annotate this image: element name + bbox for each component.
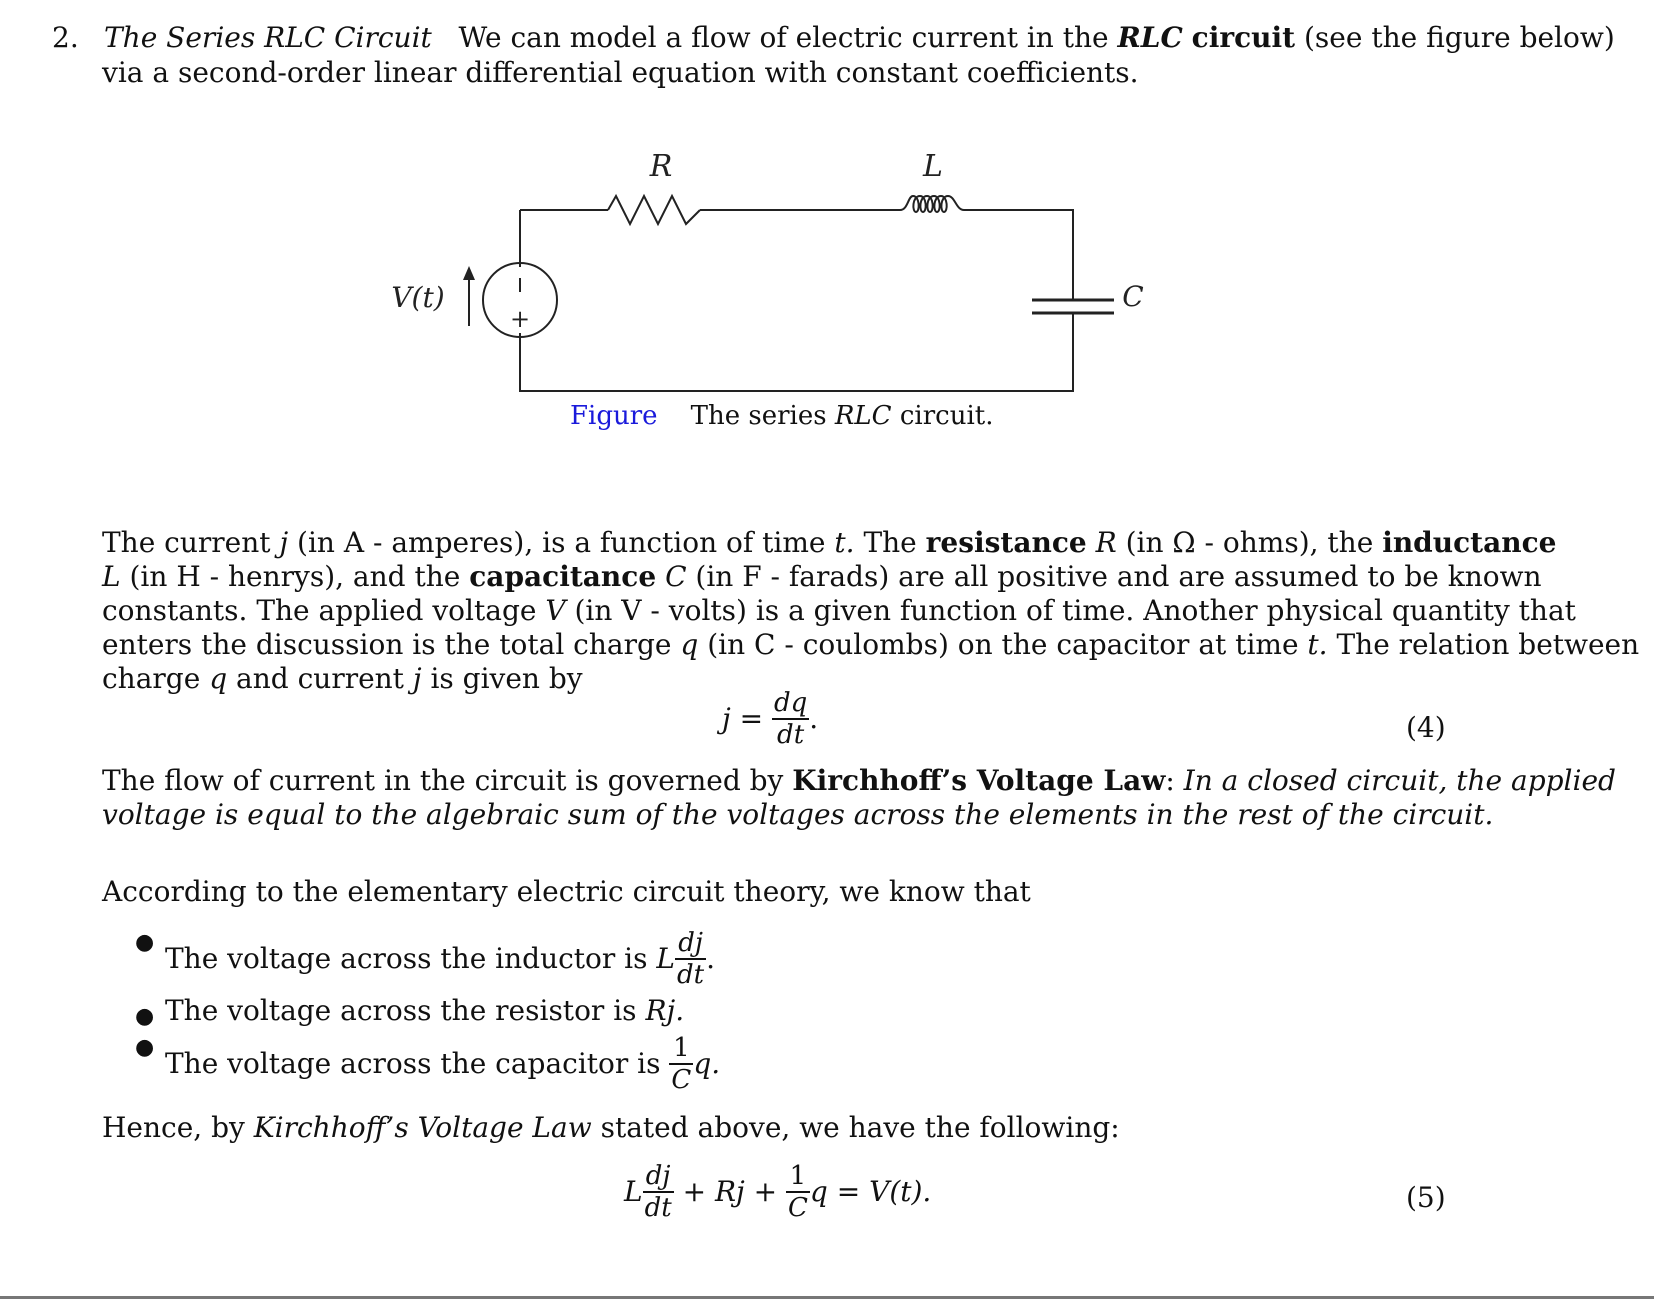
bullet-resistor: ● The voltage across the resistor is Rj.: [135, 994, 685, 1029]
problem-intro-line2: via a second-order linear differential equation with constant coefficients.: [102, 56, 1139, 89]
para1-line2: L (in H - henrys), and the capacitance C (in F - farads) are all positive and are assumed to be known: [102, 560, 1542, 593]
inductor-coil: [900, 196, 964, 212]
wire-top-right: [964, 210, 1073, 300]
source-plus-sign: +: [509, 305, 531, 333]
equation-4: j = $\frac{dq}{dt}$ .: [722, 688, 819, 750]
label-L: L: [923, 149, 943, 184]
hence-text: Hence, by Kirchhoff’s Voltage Law stated above, we have the following:: [102, 1111, 1120, 1144]
problem-intro-line1: The Series RLC Circuit We can model a flow of electric current in the RLC circuit (see the figure below): [104, 21, 1615, 54]
para1-line5: charge q and current j is given by: [102, 662, 583, 695]
para1-line3: constants. The applied voltage V (in V - volts) is a given function of time. Another physical quantity that: [102, 594, 1576, 627]
elementary-text: According to the elementary electric circuit theory, we know that: [102, 875, 1031, 908]
eq4-fraction: $\frac{dq}{dt}$: [773, 688, 808, 750]
wire-right-bottom: [520, 313, 1073, 391]
figure-caption-label: Figure: [570, 401, 658, 431]
source-arrow-head: [463, 266, 475, 280]
label-V: V(t): [391, 281, 445, 314]
label-C: C: [1122, 280, 1144, 313]
problem-number: 2.: [52, 21, 79, 54]
figure-caption: Figure The series RLC circuit.: [570, 401, 994, 431]
label-R: R: [649, 149, 673, 184]
resistor-zigzag: [608, 196, 700, 224]
kvl-line1: The flow of current in the circuit is governed by Kirchhoff’s Voltage Law: In a closed circuit, the applied: [102, 764, 1616, 797]
bullet-capacitor: ● The voltage across the capacitor is $\frac{1}{C}$ q.: [135, 1033, 721, 1095]
equation-5: L $\frac{dj}{dt}$ + Rj + $\frac{1}{C}$ q = V(t).: [624, 1161, 932, 1223]
equation-5-number: (5): [1406, 1181, 1446, 1214]
kvl-line2: voltage is equal to the algebraic sum of the voltages across the elements in the rest of the circuit.: [102, 798, 1494, 831]
bullet-inductor: ● The voltage across the inductor is L $\frac{dj}{dt}$ .: [135, 928, 716, 990]
para1-line1: The current j (in A - amperes), is a function of time t. The resistance R (in Ω - ohms), the inductance: [102, 526, 1557, 559]
equation-4-number: (4): [1406, 711, 1446, 744]
problem-title: The Series RLC Circuit: [104, 21, 432, 54]
para1-line4: enters the discussion is the total charge q (in C - coulombs) on the capacitor at time t. The relation between: [102, 628, 1640, 661]
